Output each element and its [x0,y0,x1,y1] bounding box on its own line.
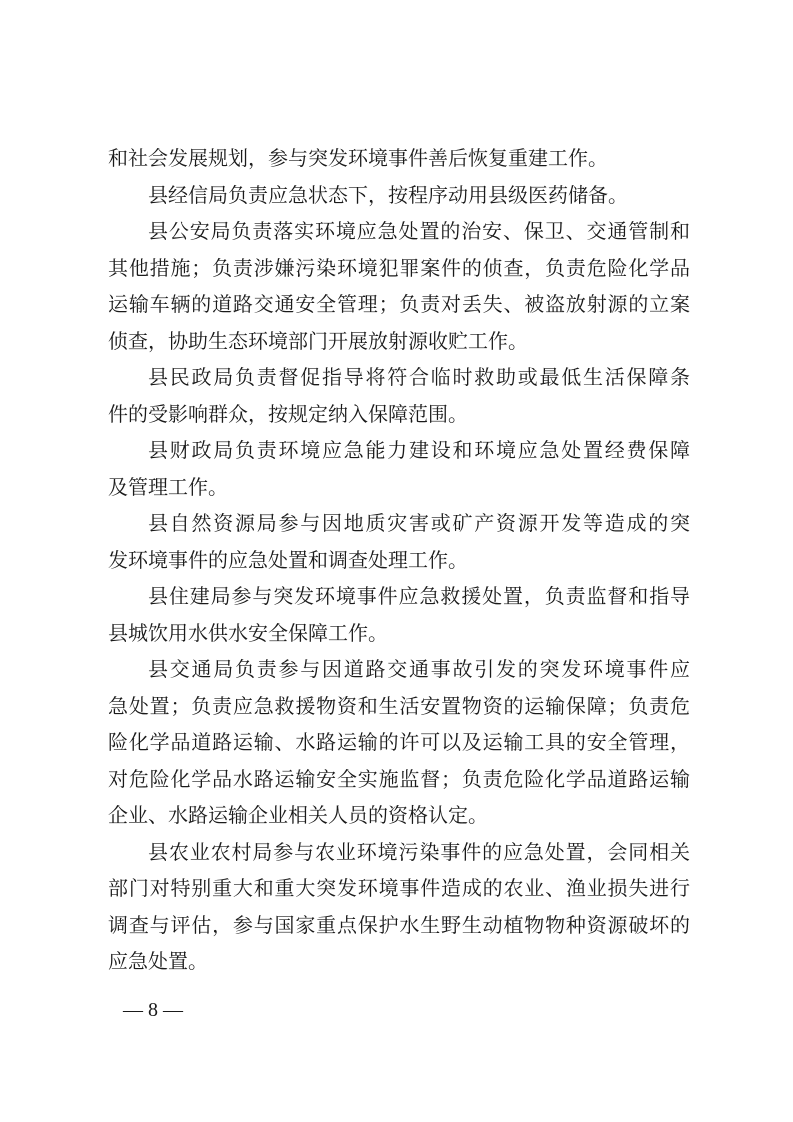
text-line: 调查与评估，参与国家重点保护水生野生动植物物种资源破坏的 [108,912,690,937]
text-line: 县交通局负责参与因道路交通事故引发的突发环境事件应 [148,657,690,681]
text-line: 县公安局负责落实环境应急处置的治安、保卫、交通管制和 [148,219,690,243]
text-line: 对危险化学品水路运输安全实施监督；负责危险化学品道路运输 [108,766,690,791]
text-line: 县自然资源局参与因地质灾害或矿产资源开发等造成的突 [148,511,690,535]
text-line: 急处置；负责应急救援物资和生活安置物资的运输保障；负责危 [108,693,690,718]
text-line: 侦查，协助生态环境部门开展放射源收贮工作。 [108,328,528,353]
text-line: 其他措施；负责涉嫌污染环境犯罪案件的侦查，负责危险化学品 [108,255,690,280]
text-line: 县农业农村局参与农业环境污染事件的应急处置，会同相关 [148,839,690,864]
text-line: 县城饮用水供水安全保障工作。 [108,620,388,645]
text-line: 企业、水路运输企业相关人员的资格认定。 [108,803,488,827]
text-line: 应急处置。 [108,949,208,973]
text-line: 县民政局负责督促指导将符合临时救助或最低生活保障条 [148,365,690,389]
text-line: 县经信局负责应急状态下，按程序动用县级医药储备。 [148,182,628,207]
text-line: 和社会发展规划，参与突发环境事件善后恢复重建工作。 [108,146,608,170]
text-line: 件的受影响群众，按规定纳入保障范围。 [108,401,468,426]
document-body [108,140,690,980]
text-line: 县住建局参与突发环境事件应急救援处置，负责监督和指导 [148,584,690,608]
text-line: 部门对特别重大和重大突发环境事件造成的农业、渔业损失进行 [108,876,690,900]
text-line: 及管理工作。 [108,474,228,499]
text-line: 险化学品道路运输、水路运输的许可以及运输工具的安全管理， [108,730,690,754]
page-number: — 8 — [123,999,183,1021]
text-line: 运输车辆的道路交通安全管理；负责对丢失、被盗放射源的立案 [108,292,690,316]
text-line: 县财政局负责环境应急能力建设和环境应急处置经费保障 [148,438,690,462]
text-line: 发环境事件的应急处置和调查处理工作。 [108,547,468,572]
